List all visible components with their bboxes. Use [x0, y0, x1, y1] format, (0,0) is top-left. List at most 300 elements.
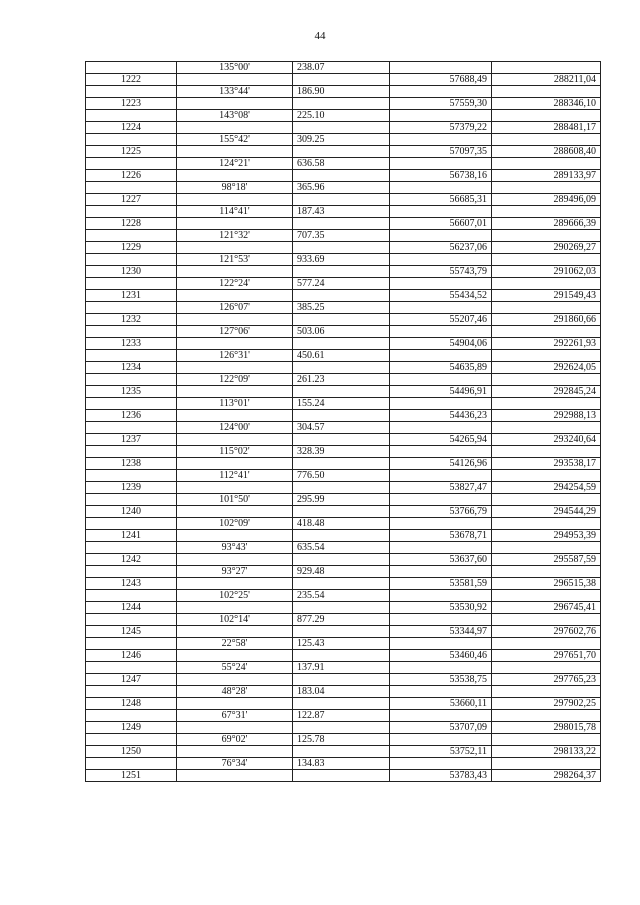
angle-cell: 67°31': [177, 710, 293, 722]
x-coordinate-cell: 53530,92: [390, 602, 492, 614]
segment-row: [86, 302, 601, 314]
angle-cell: 135°00': [177, 62, 293, 74]
y-coordinate-cell: [492, 710, 601, 722]
x-coordinate-cell: [390, 758, 492, 770]
angle-cell: [177, 410, 293, 422]
x-coordinate-cell: 53827,47: [390, 482, 492, 494]
length-cell: [293, 410, 390, 422]
x-coordinate-cell: 57379,22: [390, 122, 492, 134]
angle-cell: [177, 554, 293, 566]
length-cell: [293, 314, 390, 326]
point-row: [86, 698, 601, 710]
angle-cell: 102°14': [177, 614, 293, 626]
length-cell: 776.50: [293, 470, 390, 482]
point-id-cell: [86, 326, 177, 338]
y-coordinate-cell: [492, 542, 601, 554]
angle-cell: [177, 218, 293, 230]
point-id-cell: [86, 686, 177, 698]
x-coordinate-cell: 56738,16: [390, 170, 492, 182]
y-coordinate-cell: 292988,13: [492, 410, 601, 422]
point-row: [86, 194, 601, 206]
x-coordinate-cell: 56607,01: [390, 218, 492, 230]
x-coordinate-cell: [390, 254, 492, 266]
y-coordinate-cell: 293538,17: [492, 458, 601, 470]
y-coordinate-cell: 294544,29: [492, 506, 601, 518]
angle-cell: [177, 482, 293, 494]
point-row: [86, 578, 601, 590]
angle-cell: 93°27': [177, 566, 293, 578]
x-coordinate-cell: [390, 494, 492, 506]
point-id-cell: [86, 86, 177, 98]
segment-row: [86, 566, 601, 578]
length-cell: 187.43: [293, 206, 390, 218]
segment-row: [86, 542, 601, 554]
angle-cell: [177, 722, 293, 734]
y-coordinate-cell: [492, 614, 601, 626]
point-id-cell: 1225: [86, 146, 177, 158]
length-cell: [293, 98, 390, 110]
y-coordinate-cell: 298133,22: [492, 746, 601, 758]
angle-cell: [177, 698, 293, 710]
segment-row: [86, 374, 601, 386]
x-coordinate-cell: [390, 710, 492, 722]
length-cell: [293, 218, 390, 230]
angle-cell: 112°41': [177, 470, 293, 482]
segment-row: [86, 758, 601, 770]
y-coordinate-cell: [492, 62, 601, 74]
point-row: [86, 530, 601, 542]
point-id-cell: [86, 278, 177, 290]
length-cell: 186.90: [293, 86, 390, 98]
segment-row: [86, 518, 601, 530]
length-cell: 328.39: [293, 446, 390, 458]
segment-row: [86, 326, 601, 338]
x-coordinate-cell: [390, 518, 492, 530]
point-row: [86, 98, 601, 110]
length-cell: [293, 122, 390, 134]
point-id-cell: 1251: [86, 770, 177, 782]
x-coordinate-cell: [390, 590, 492, 602]
angle-cell: [177, 194, 293, 206]
point-id-cell: 1229: [86, 242, 177, 254]
point-row: [86, 146, 601, 158]
point-row: [86, 674, 601, 686]
y-coordinate-cell: [492, 278, 601, 290]
y-coordinate-cell: [492, 734, 601, 746]
x-coordinate-cell: [390, 398, 492, 410]
y-coordinate-cell: 293240,64: [492, 434, 601, 446]
point-id-cell: [86, 446, 177, 458]
length-cell: [293, 770, 390, 782]
y-coordinate-cell: 288608,40: [492, 146, 601, 158]
y-coordinate-cell: 291549,43: [492, 290, 601, 302]
angle-cell: [177, 458, 293, 470]
y-coordinate-cell: [492, 158, 601, 170]
point-id-cell: 1241: [86, 530, 177, 542]
y-coordinate-cell: 289666,39: [492, 218, 601, 230]
length-cell: 225.10: [293, 110, 390, 122]
point-id-cell: [86, 614, 177, 626]
point-row: [86, 602, 601, 614]
length-cell: [293, 386, 390, 398]
point-id-cell: 1228: [86, 218, 177, 230]
x-coordinate-cell: 57097,35: [390, 146, 492, 158]
x-coordinate-cell: 56685,31: [390, 194, 492, 206]
segment-row: [86, 86, 601, 98]
length-cell: 707.35: [293, 230, 390, 242]
point-id-cell: [86, 182, 177, 194]
segment-row: [86, 206, 601, 218]
point-row: [86, 74, 601, 86]
x-coordinate-cell: [390, 230, 492, 242]
point-row: [86, 170, 601, 182]
point-row: [86, 506, 601, 518]
length-cell: [293, 434, 390, 446]
y-coordinate-cell: 288481,17: [492, 122, 601, 134]
x-coordinate-cell: [390, 374, 492, 386]
x-coordinate-cell: [390, 86, 492, 98]
point-id-cell: [86, 590, 177, 602]
y-coordinate-cell: [492, 230, 601, 242]
segment-row: [86, 614, 601, 626]
length-cell: 450.61: [293, 350, 390, 362]
angle-cell: 124°21': [177, 158, 293, 170]
y-coordinate-cell: 298264,37: [492, 770, 601, 782]
point-id-cell: 1234: [86, 362, 177, 374]
y-coordinate-cell: 297765,23: [492, 674, 601, 686]
x-coordinate-cell: [390, 182, 492, 194]
y-coordinate-cell: [492, 662, 601, 674]
x-coordinate-cell: [390, 326, 492, 338]
y-coordinate-cell: 297902,25: [492, 698, 601, 710]
x-coordinate-cell: 53538,75: [390, 674, 492, 686]
length-cell: [293, 650, 390, 662]
point-id-cell: [86, 158, 177, 170]
y-coordinate-cell: 291860,66: [492, 314, 601, 326]
angle-cell: [177, 74, 293, 86]
point-id-cell: 1248: [86, 698, 177, 710]
point-id-cell: 1227: [86, 194, 177, 206]
x-coordinate-cell: [390, 638, 492, 650]
x-coordinate-cell: [390, 614, 492, 626]
x-coordinate-cell: [390, 350, 492, 362]
segment-row: [86, 230, 601, 242]
length-cell: 155.24: [293, 398, 390, 410]
y-coordinate-cell: [492, 422, 601, 434]
x-coordinate-cell: [390, 62, 492, 74]
point-row: [86, 746, 601, 758]
point-id-cell: 1237: [86, 434, 177, 446]
y-coordinate-cell: [492, 206, 601, 218]
length-cell: [293, 578, 390, 590]
length-cell: [293, 242, 390, 254]
point-row: [86, 554, 601, 566]
segment-row: [86, 638, 601, 650]
y-coordinate-cell: 297651,70: [492, 650, 601, 662]
y-coordinate-cell: [492, 134, 601, 146]
angle-cell: 69°02': [177, 734, 293, 746]
segment-row: [86, 62, 601, 74]
length-cell: 122.87: [293, 710, 390, 722]
point-id-cell: [86, 302, 177, 314]
y-coordinate-cell: 298015,78: [492, 722, 601, 734]
segment-row: [86, 110, 601, 122]
length-cell: 933.69: [293, 254, 390, 266]
y-coordinate-cell: [492, 686, 601, 698]
length-cell: 238.07: [293, 62, 390, 74]
x-coordinate-cell: [390, 134, 492, 146]
segment-row: [86, 494, 601, 506]
x-coordinate-cell: [390, 566, 492, 578]
segment-row: [86, 734, 601, 746]
point-id-cell: [86, 134, 177, 146]
segment-row: [86, 182, 601, 194]
angle-cell: 155°42': [177, 134, 293, 146]
length-cell: [293, 482, 390, 494]
point-row: [86, 386, 601, 398]
length-cell: [293, 194, 390, 206]
length-cell: 261.23: [293, 374, 390, 386]
segment-row: [86, 134, 601, 146]
x-coordinate-cell: [390, 662, 492, 674]
angle-cell: [177, 434, 293, 446]
y-coordinate-cell: [492, 566, 601, 578]
point-id-cell: 1233: [86, 338, 177, 350]
y-coordinate-cell: 288211,04: [492, 74, 601, 86]
point-id-cell: [86, 110, 177, 122]
angle-cell: 102°25': [177, 590, 293, 602]
point-id-cell: 1249: [86, 722, 177, 734]
y-coordinate-cell: [492, 758, 601, 770]
angle-cell: 48°28': [177, 686, 293, 698]
y-coordinate-cell: 297602,76: [492, 626, 601, 638]
x-coordinate-cell: [390, 158, 492, 170]
segment-row: [86, 686, 601, 698]
point-id-cell: 1246: [86, 650, 177, 662]
length-cell: [293, 674, 390, 686]
length-cell: [293, 626, 390, 638]
angle-cell: [177, 650, 293, 662]
point-row: [86, 122, 601, 134]
x-coordinate-cell: 53678,71: [390, 530, 492, 542]
angle-cell: [177, 602, 293, 614]
length-cell: [293, 602, 390, 614]
angle-cell: 124°00': [177, 422, 293, 434]
point-id-cell: 1245: [86, 626, 177, 638]
angle-cell: [177, 122, 293, 134]
angle-cell: [177, 674, 293, 686]
point-row: [86, 362, 601, 374]
y-coordinate-cell: [492, 494, 601, 506]
y-coordinate-cell: 292845,24: [492, 386, 601, 398]
point-id-cell: 1230: [86, 266, 177, 278]
y-coordinate-cell: 294953,39: [492, 530, 601, 542]
x-coordinate-cell: [390, 734, 492, 746]
point-id-cell: 1247: [86, 674, 177, 686]
x-coordinate-cell: 53581,59: [390, 578, 492, 590]
length-cell: [293, 530, 390, 542]
angle-cell: [177, 314, 293, 326]
point-id-cell: [86, 350, 177, 362]
angle-cell: 121°53': [177, 254, 293, 266]
x-coordinate-cell: 54436,23: [390, 410, 492, 422]
x-coordinate-cell: 55207,46: [390, 314, 492, 326]
x-coordinate-cell: 53637,60: [390, 554, 492, 566]
length-cell: 183.04: [293, 686, 390, 698]
angle-cell: 76°34': [177, 758, 293, 770]
angle-cell: 93°43': [177, 542, 293, 554]
x-coordinate-cell: [390, 422, 492, 434]
x-coordinate-cell: [390, 206, 492, 218]
angle-cell: [177, 98, 293, 110]
point-id-cell: 1231: [86, 290, 177, 302]
length-cell: 635.54: [293, 542, 390, 554]
angle-cell: [177, 626, 293, 638]
length-cell: [293, 506, 390, 518]
angle-cell: 133°44': [177, 86, 293, 98]
length-cell: 295.99: [293, 494, 390, 506]
y-coordinate-cell: 295587,59: [492, 554, 601, 566]
point-id-cell: [86, 758, 177, 770]
segment-row: [86, 398, 601, 410]
x-coordinate-cell: 57559,30: [390, 98, 492, 110]
point-id-cell: [86, 422, 177, 434]
length-cell: 577.24: [293, 278, 390, 290]
point-id-cell: 1244: [86, 602, 177, 614]
x-coordinate-cell: 54904,06: [390, 338, 492, 350]
y-coordinate-cell: 291062,03: [492, 266, 601, 278]
point-id-cell: [86, 734, 177, 746]
x-coordinate-cell: [390, 110, 492, 122]
point-id-cell: 1243: [86, 578, 177, 590]
point-row: [86, 770, 601, 782]
length-cell: [293, 554, 390, 566]
angle-cell: [177, 362, 293, 374]
point-id-cell: [86, 710, 177, 722]
angle-cell: 114°41': [177, 206, 293, 218]
point-id-cell: 1226: [86, 170, 177, 182]
angle-cell: [177, 746, 293, 758]
length-cell: [293, 170, 390, 182]
point-id-cell: [86, 638, 177, 650]
length-cell: 235.54: [293, 590, 390, 602]
y-coordinate-cell: [492, 446, 601, 458]
length-cell: 309.25: [293, 134, 390, 146]
y-coordinate-cell: [492, 398, 601, 410]
x-coordinate-cell: 56237,06: [390, 242, 492, 254]
x-coordinate-cell: 54496,91: [390, 386, 492, 398]
y-coordinate-cell: [492, 182, 601, 194]
point-id-cell: 1235: [86, 386, 177, 398]
x-coordinate-cell: [390, 278, 492, 290]
length-cell: [293, 146, 390, 158]
coordinates-table: [85, 61, 601, 782]
angle-cell: [177, 386, 293, 398]
x-coordinate-cell: [390, 542, 492, 554]
point-id-cell: 1222: [86, 74, 177, 86]
point-id-cell: [86, 62, 177, 74]
segment-row: [86, 254, 601, 266]
segment-row: [86, 350, 601, 362]
point-id-cell: [86, 518, 177, 530]
length-cell: [293, 722, 390, 734]
y-coordinate-cell: [492, 590, 601, 602]
angle-cell: [177, 770, 293, 782]
x-coordinate-cell: 53783,43: [390, 770, 492, 782]
segment-row: [86, 662, 601, 674]
length-cell: 125.43: [293, 638, 390, 650]
angle-cell: [177, 146, 293, 158]
x-coordinate-cell: [390, 446, 492, 458]
page-number: 44: [314, 30, 326, 42]
point-row: [86, 410, 601, 422]
y-coordinate-cell: [492, 470, 601, 482]
segment-row: [86, 158, 601, 170]
coordinates-table-body: [86, 62, 601, 782]
x-coordinate-cell: 53344,97: [390, 626, 492, 638]
angle-cell: [177, 578, 293, 590]
angle-cell: [177, 266, 293, 278]
point-id-cell: 1223: [86, 98, 177, 110]
y-coordinate-cell: [492, 326, 601, 338]
y-coordinate-cell: [492, 254, 601, 266]
angle-cell: 122°09': [177, 374, 293, 386]
x-coordinate-cell: 53752,11: [390, 746, 492, 758]
y-coordinate-cell: 296745,41: [492, 602, 601, 614]
point-id-cell: 1250: [86, 746, 177, 758]
point-id-cell: 1239: [86, 482, 177, 494]
y-coordinate-cell: 292261,93: [492, 338, 601, 350]
point-id-cell: [86, 230, 177, 242]
point-id-cell: [86, 494, 177, 506]
length-cell: 134.83: [293, 758, 390, 770]
point-row: [86, 626, 601, 638]
y-coordinate-cell: 289496,09: [492, 194, 601, 206]
point-row: [86, 218, 601, 230]
point-id-cell: 1232: [86, 314, 177, 326]
angle-cell: 22°58': [177, 638, 293, 650]
point-id-cell: [86, 398, 177, 410]
angle-cell: 102°09': [177, 518, 293, 530]
angle-cell: 98°18': [177, 182, 293, 194]
x-coordinate-cell: 55434,52: [390, 290, 492, 302]
segment-row: [86, 278, 601, 290]
length-cell: [293, 746, 390, 758]
point-row: [86, 482, 601, 494]
y-coordinate-cell: 288346,10: [492, 98, 601, 110]
angle-cell: 122°24': [177, 278, 293, 290]
length-cell: 137.91: [293, 662, 390, 674]
length-cell: [293, 362, 390, 374]
length-cell: 503.06: [293, 326, 390, 338]
angle-cell: [177, 506, 293, 518]
point-id-cell: [86, 662, 177, 674]
x-coordinate-cell: 54635,89: [390, 362, 492, 374]
angle-cell: 115°02': [177, 446, 293, 458]
x-coordinate-cell: 53707,09: [390, 722, 492, 734]
point-row: [86, 722, 601, 734]
y-coordinate-cell: [492, 302, 601, 314]
y-coordinate-cell: [492, 350, 601, 362]
y-coordinate-cell: 289133,97: [492, 170, 601, 182]
x-coordinate-cell: [390, 302, 492, 314]
x-coordinate-cell: 55743,79: [390, 266, 492, 278]
y-coordinate-cell: [492, 86, 601, 98]
point-id-cell: [86, 374, 177, 386]
point-id-cell: [86, 566, 177, 578]
angle-cell: 126°31': [177, 350, 293, 362]
y-coordinate-cell: 290269,27: [492, 242, 601, 254]
